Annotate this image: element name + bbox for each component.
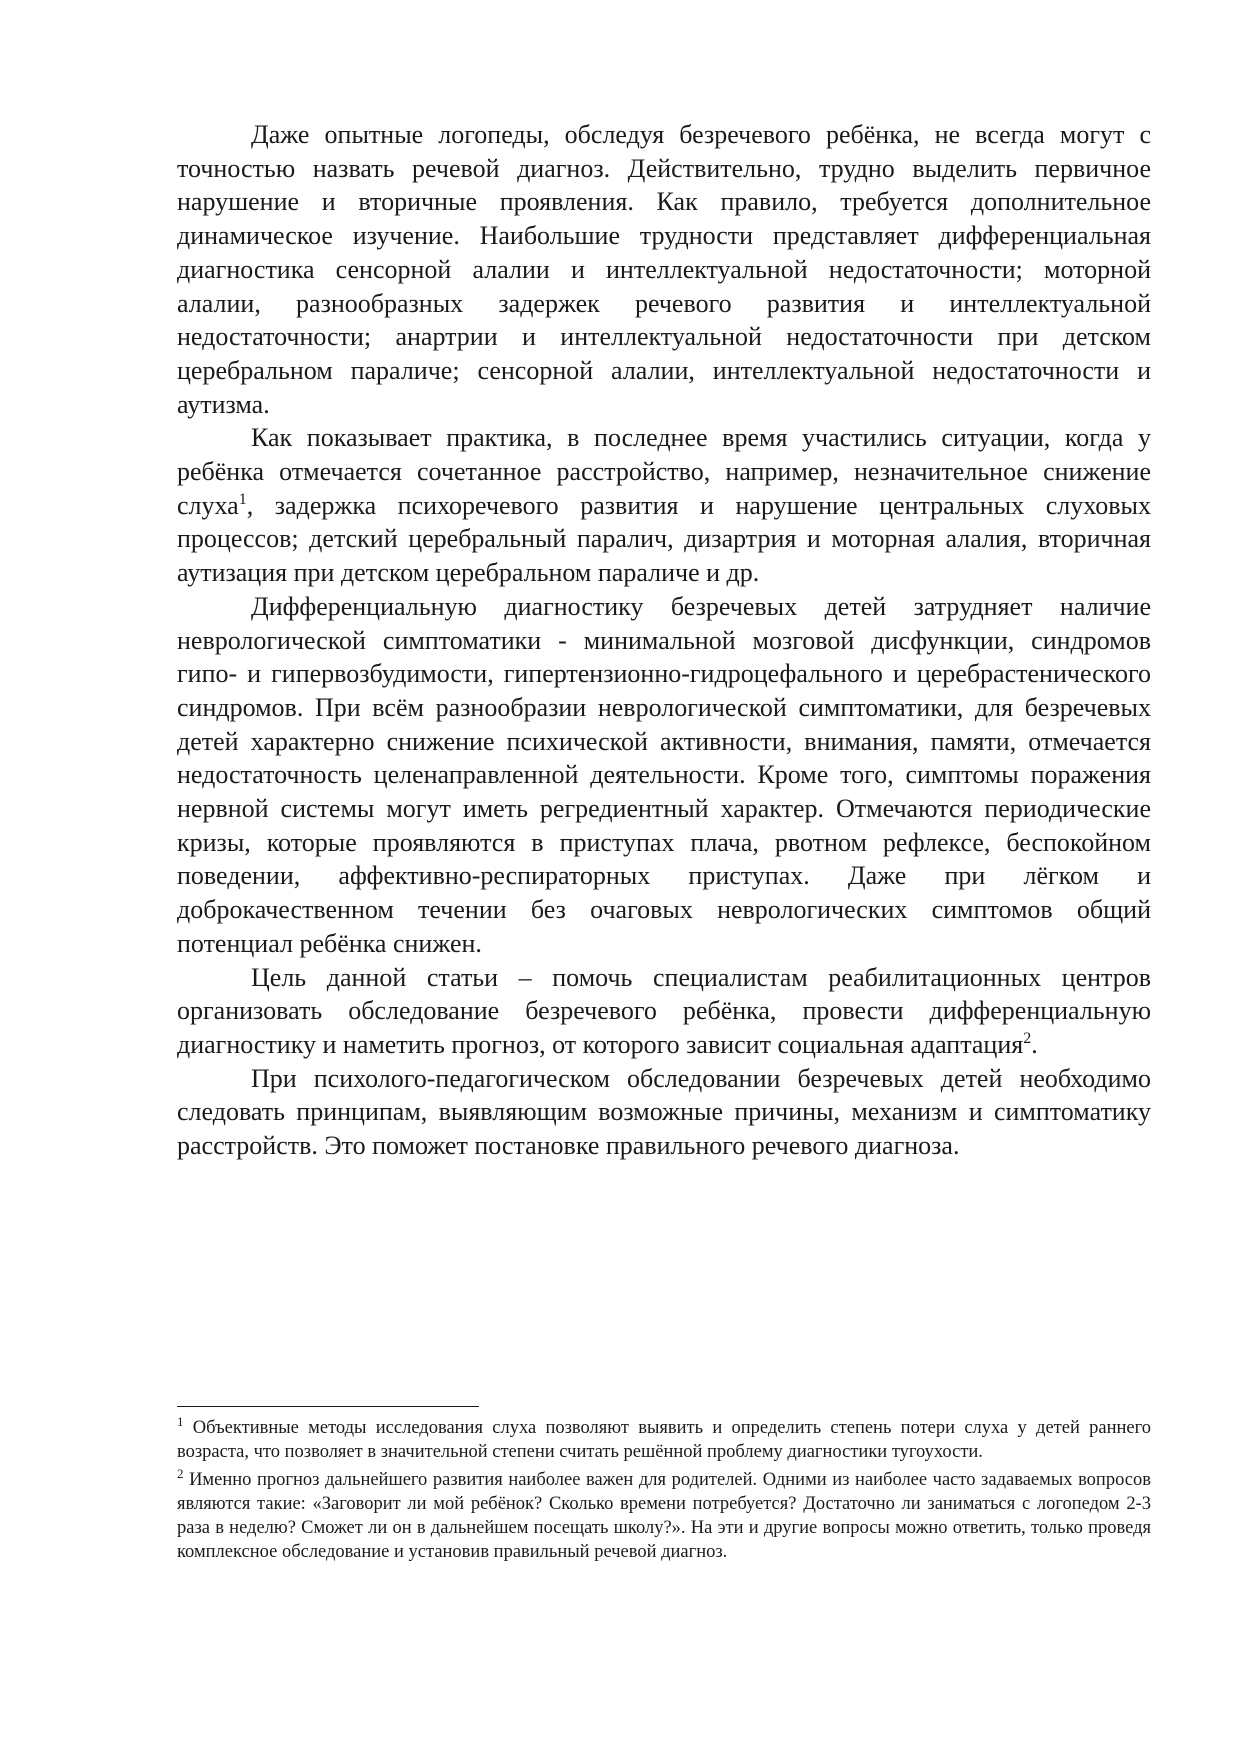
paragraph-3-text: Дифференциальную диагностику безречевых детей затрудняет наличие неврологической симптоматики - минимальной мозговой дисфункции, синдромов гипо- и гипервозбудимости, гипертензионно-гидроцефального и церебрастенического синдромов. При всём разнообразии неврологической симптоматики, для безречевых детей характерно снижение психической активности, внимания, памяти, отмечается недостаточность целенаправленной деятельности. Кроме того, симптомы поражения нервной системы могут иметь регредиентный характер. Отмечаются периодические кризы, которые проявляются в приступах плача, рвотном рефлексе, беспокойном поведении, аффективно-респираторных приступах. Даже при лёгком и доброкачественном течении без очаговых неврологических симптомов общий потенциал ребёнка снижен.	[177, 591, 1151, 958]
paragraph-1-text: Даже опытные логопеды, обследуя безречевого ребёнка, не всегда могут с точностью назвать речевой диагноз. Действительно, трудно выделить первичное нарушение и вторичные проявления. Как правило, требуется дополнительное динамическое изучение. Наибольшие трудности представляет дифференциальная диагностика сенсорной алалии и интеллектуальной недостаточности; моторной алалии, разнообразных задержек речевого развития и интеллектуальной недостаточности; анартрии и интеллектуальной недостаточности при детском церебральном параличе; сенсорной алалии, интеллектуальной недостаточности и аутизма.	[177, 120, 1151, 419]
footnote-1-mark: 1	[177, 1414, 184, 1429]
footnote-separator	[177, 1406, 479, 1407]
footnote-2-text: Именно прогноз дальнейшего развития наиболее важен для родителей. Одними из наиболее часто задаваемых вопросов являются такие: «Заговорит ли мой ребёнок? Сколько времени потребуется? Достаточно ли заниматься с логопедом 2-3 раза в неделю? Сможет ли он в дальнейшем посещать школу?». На эти и другие вопросы можно ответить, только проведя комплексное обследование и установив правильный речевой диагноз.	[177, 1470, 1151, 1562]
paragraph-2-text-before: Как показывает практика, в последнее время участились ситуации, когда у ребёнка отмечается сочетанное расстройство, например, незначительное снижение слуха	[177, 423, 1151, 520]
footnote-2-mark: 2	[177, 1466, 184, 1481]
paragraph-3	[177, 590, 1151, 961]
paragraph-4	[177, 961, 1151, 1062]
paragraph-4-text-before: Цель данной статьи – помочь специалистам реабилитационных центров организовать обследование безречевого ребёнка, провести дифференциальную диагностику и наметить прогноз, от которого зависит социальная адаптация	[177, 962, 1151, 1059]
footnote-1	[177, 1416, 1151, 1464]
paragraph-2-text-after: , задержка психоречевого развития и нарушение центральных слуховых процессов; детский церебральный паралич, дизартрия и моторная алалия, вторичная аутизация при детском церебральном параличе и др.	[177, 490, 1151, 588]
paragraph-5-text: При психолого-педагогическом обследовании безречевых детей необходимо следовать принципам, выявляющим возможные причины, механизм и симптоматику расстройств. Это поможет постановке правильного речевого диагноза.	[177, 1063, 1151, 1161]
paragraph-4-text-after: .	[1031, 1029, 1038, 1059]
footnote-ref-2[interactable]: 2	[1023, 1029, 1032, 1047]
paragraph-1	[177, 118, 1151, 421]
paragraph-2	[177, 421, 1151, 590]
footnote-2	[177, 1468, 1151, 1564]
paragraph-5	[177, 1062, 1151, 1163]
footnote-1-text: Объективные методы исследования слуха позволяют выявить и определить степень потери слуха у детей раннего возраста, что позволяет в значительной степени считать решённой проблему диагностики тугоухости.	[177, 1418, 1151, 1462]
footnotes	[177, 1416, 1151, 1568]
main-text	[177, 118, 1151, 1163]
footnote-ref-1[interactable]: 1	[238, 490, 247, 508]
